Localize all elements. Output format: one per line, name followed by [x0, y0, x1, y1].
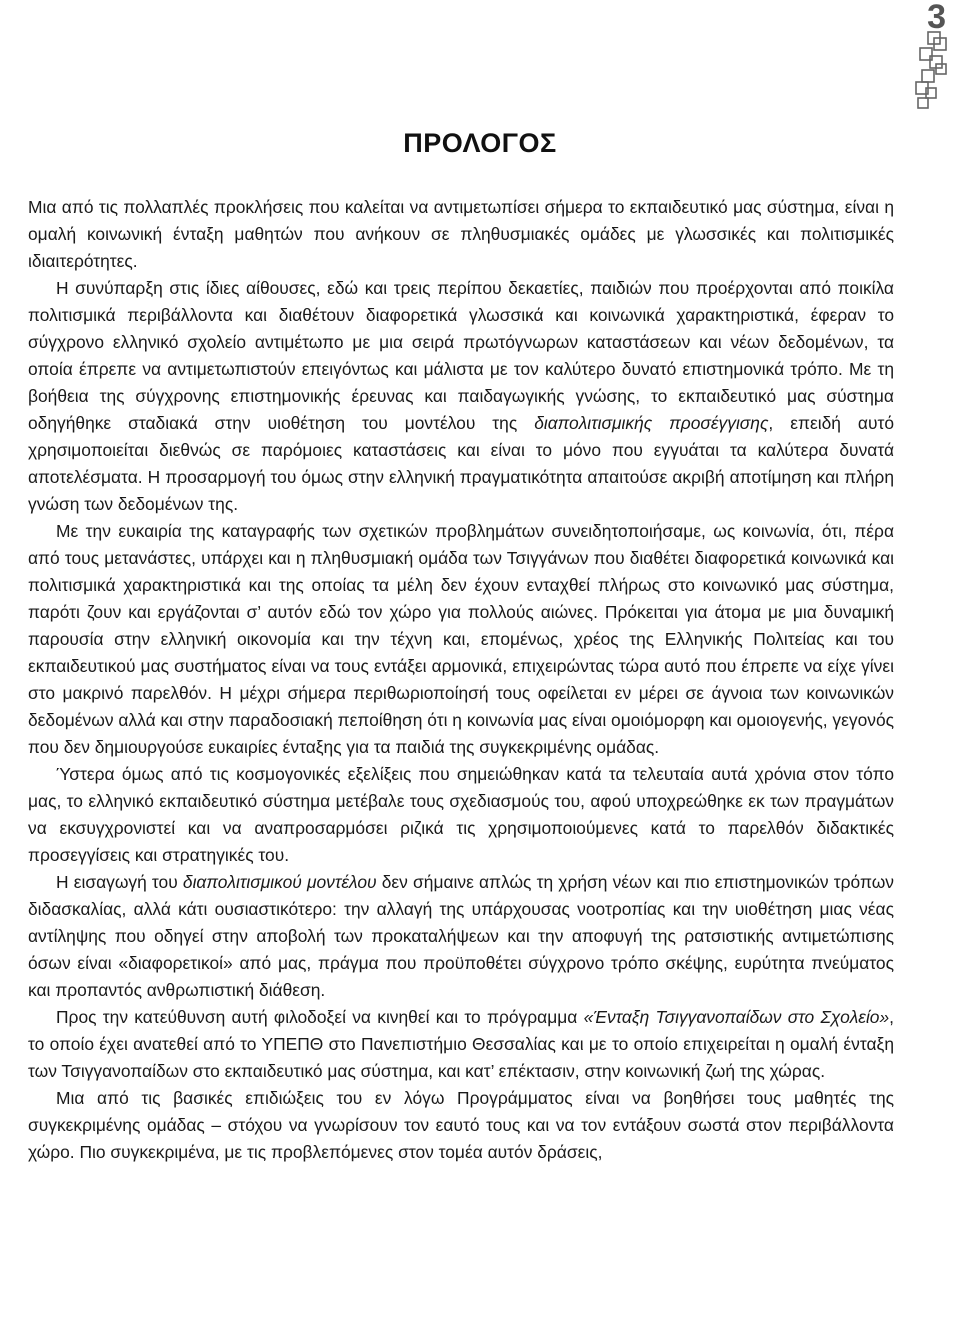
page-title: ΠΡΟΛΟΓΟΣ: [403, 128, 557, 158]
paragraph-text: Προς την κατεύθυνση αυτή φιλοδοξεί να κινηθεί και το πρόγραμμα: [56, 1007, 584, 1027]
paragraph: [28, 518, 894, 761]
italic-text: διαπολιτισμικού μοντέλου: [182, 872, 377, 892]
page-number: 3: [927, 0, 946, 36]
paragraph: [28, 1085, 894, 1166]
paragraph-text: Ύστερα όμως από τις κοσμογονικές εξελίξεις που σημειώθηκαν κατά τα τελευταία αυτά χρόνια στον τόπο μας, το ελληνικό εκπαιδευτικό σύστημα μετέβαλε τους σχεδιασμούς του, αφού υποχρεώθηκε εκ των πραγμάτων να εκσυγχρονιστεί και να αναπροσαρμόσει ριζικά τις χρησιμοποιούμενες κατά το παρελθόν διδακτικές προσεγγίσεις και στρατηγικές του.: [28, 764, 894, 865]
paragraph-text: Η συνύπαρξη στις ίδιες αίθουσες, εδώ και τρεις περίπου δεκαετίες, παιδιών που προέρχονται από ποικίλα πολιτισμικά περιβάλλοντα και διαθέτουν διαφορετικά γλωσσικά και κοινωνικά χαρακτηριστικά, έφεραν το σύγχρονο ελληνικό σχολείο αντιμέτωπο με μια σειρά πρωτόγνωρων καταστάσεων και νέων δεδομένων, τα οποία έπρεπε να αντιμετωπιστούν επειγόντως και μάλιστα με τον καλύτερο δυνατό επιστημονικά τρόπο. Με τη βοήθεια της σύγχρονης επιστημονικής έρευνας και παιδαγωγικής γνώσης, το εκπαιδευτικό μας σύστημα οδηγήθηκε σταδιακά στην υιοθέτηση του μοντέλου της: [28, 278, 894, 433]
paragraph: [28, 761, 894, 869]
paragraph: [28, 194, 894, 275]
decorative-squares-icon: [914, 30, 950, 112]
paragraph: [28, 1004, 894, 1085]
paragraph: [28, 275, 894, 518]
paragraph: [28, 869, 894, 1004]
paragraph-text: , επειδή αυτό χρησιμοποιείται διεθνώς σε παρόμοιες καταστάσεις και είναι το μόνο που εγγυάται τα καλύτερα δυνατά αποτελέσματα. Η προσαρμογή του όμως στην ελληνική πραγματικότητα απαιτούσε ακριβή αποτίμηση και πλήρη γνώση των δεδομένων της.: [28, 413, 894, 514]
italic-text: «Ένταξη Τσιγγανοπαίδων στο Σχολείο»: [583, 1007, 890, 1027]
paragraph-text: δεν σήμαινε απλώς τη χρήση νέων και πιο επιστημονικών τρόπων διδασκαλίας, αλλά κάτι ουσιαστικότερο: την αλλαγή της υπάρχουσας νοοτροπίας και την υιοθέτηση μιας νέας αντίληψης που οδηγεί στην αποβολή των προκαταλήψεων και την αποφυγή της ρατσιστικής αντιμετώπισης όσων είναι «διαφορετικοί» από μας, πράγμα που προϋποθέτει σύγχρονο τρόπο σκέψης, ευρύτητα πνεύματος και προπαντός ανθρωπιστική διάθεση.: [28, 872, 894, 1000]
body-text: [28, 194, 894, 1166]
paragraph-text: Η εισαγωγή του: [56, 872, 183, 892]
paragraph-text: , το οποίο έχει ανατεθεί από το ΥΠΕΠΘ στο Πανεπιστήμιο Θεσσαλίας και με το οποίο επιχειρείται η ομαλή ένταξη των Τσιγγανοπαίδων στο εκπαιδευτικό μας σύστημα, και κατ’ επέκτασιν, στην κοινωνική ζωή της χώρας.: [28, 1007, 894, 1081]
paragraph-text: Μια από τις βασικές επιδιώξεις του εν λόγω Προγράμματος είναι να βοηθήσει τους μαθητές της συγκεκριμένης ομάδας – στόχου να γνωρίσουν τον εαυτό τους και να τον εντάξουν σωστά στον περιβάλλοντα χώρο. Πιο συγκεκριμένα, με τις προβλεπόμενες στον τομέα αυτόν δράσεις,: [28, 1088, 894, 1162]
paragraph-text: Με την ευκαιρία της καταγραφής των σχετικών προβλημάτων συνειδητοποιήσαμε, ως κοινωνία, ότι, πέρα από τους μετανάστες, υπάρχει και η πληθυσμιακή ομάδα των Τσιγγάνων που διαθέτει διαφορετικά κοινωνικά και πολιτισμικά χαρακτηριστικά και της οποίας τα μέλη δεν έχουν ενταχθεί πλήρως στο κοινωνικό μας σύστημα, παρότι ζουν και εργάζονται σ’ αυτόν εδώ τον χώρο για πολλούς αιώνες. Πρόκειται για άτομα με μια δυναμική παρουσία στην ελληνική οικονομία και την τέχνη και, επομένως, χρέος της Ελληνικής Πολιτείας και του εκπαιδευτικού μας συστήματος είναι να τους εντάξει αρμονικά, επιχειρώντας τώρα αυτό που έπρεπε να είχε γίνει στο μακρινό παρελθόν. Η μέχρι σήμερα περιθωριοποίησή τους οφείλεται εν μέρει σε άγνοια των κοινωνικών δεδομένων αλλά και στην παραδοσιακή πεποίθηση ότι η κοινωνία μας είναι ομοιόμορφη και ομοιογενής, γεγονός που δεν δημιουργούσε ευκαιρίες ένταξης για τα παιδιά της συγκεκριμένης ομάδας.: [28, 521, 894, 757]
paragraph-text: Μια από τις πολλαπλές προκλήσεις που καλείται να αντιμετωπίσει σήμερα το εκπαιδευτικό μας σύστημα, είναι η ομαλή κοινωνική ένταξη μαθητών που ανήκουν σε πληθυσμιακές ομάδες με γλωσσικές και πολιτισμικές ιδιαιτερότητες.: [28, 197, 894, 271]
italic-text: διαπολιτισμικής προσέγγισης: [534, 413, 769, 433]
